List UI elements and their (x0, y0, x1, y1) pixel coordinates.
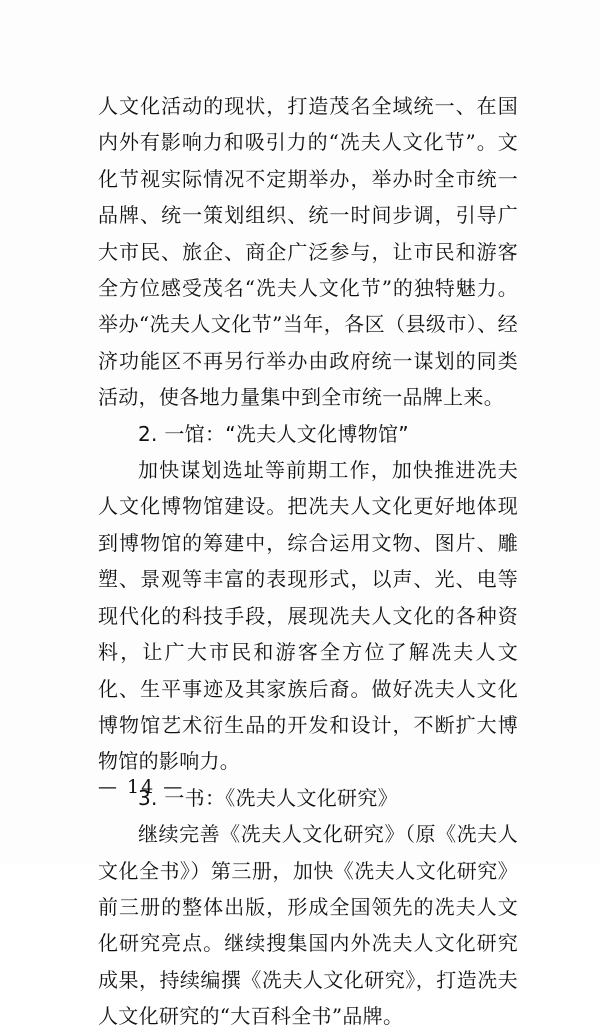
paragraph-festival-continued: 人文化活动的现状，打造茂名全域统一、在国内外有影响力和吸引力的“冼夫人文化节”。文化节视实际情况不定期举办，举办时全市统一品牌、统一策划组织、统一时间步调，引导广大市民、旅企、商企广泛参与，让市民和游客全方位感受茂名“冼夫人文化节”的独特魅力。举办“冼夫人文化节”当年，各区（县级市）、经济功能区不再另行举办由政府统一谋划的同类活动，使各地力量集中到全市统一品牌上来。 (98, 94, 518, 410)
paragraph-museum: 加快谋划选址等前期工作，加快推进冼夫人文化博物馆建设。把冼夫人文化更好地体现到博物馆的筹建中，综合运用文物、图片、雕塑、景观等丰富的表现形式，以声、光、电等现代化的科技手段，展现冼夫人文化的各种资料，让广大市民和游客全方位了解冼夫人文化、生平事迹及其家族后裔。做好冼夫人文化博物馆艺术衍生品的开发和设计，不断扩大博物馆的影响力。 (98, 458, 518, 774)
section-heading-museum: 2. 一馆：“冼夫人文化博物馆” (138, 421, 409, 446)
page-number: — 14 — (98, 776, 185, 798)
paragraph-book: 继续完善《冼夫人文化研究》（原《冼夫人文化全书》）第三册，加快《冼夫人文化研究》前三册的整体出版，形成全国领先的冼夫人文化研究亮点。继续搜集国内外冼夫人文化研究成果，持续编撰《冼夫人文化研究》，打造冼夫人文化研究的“大百科全书”品牌。 (98, 822, 518, 1029)
document-body (98, 88, 518, 1035)
section-heading-book: 3. 一书：《冼夫人文化研究》 (138, 785, 398, 810)
